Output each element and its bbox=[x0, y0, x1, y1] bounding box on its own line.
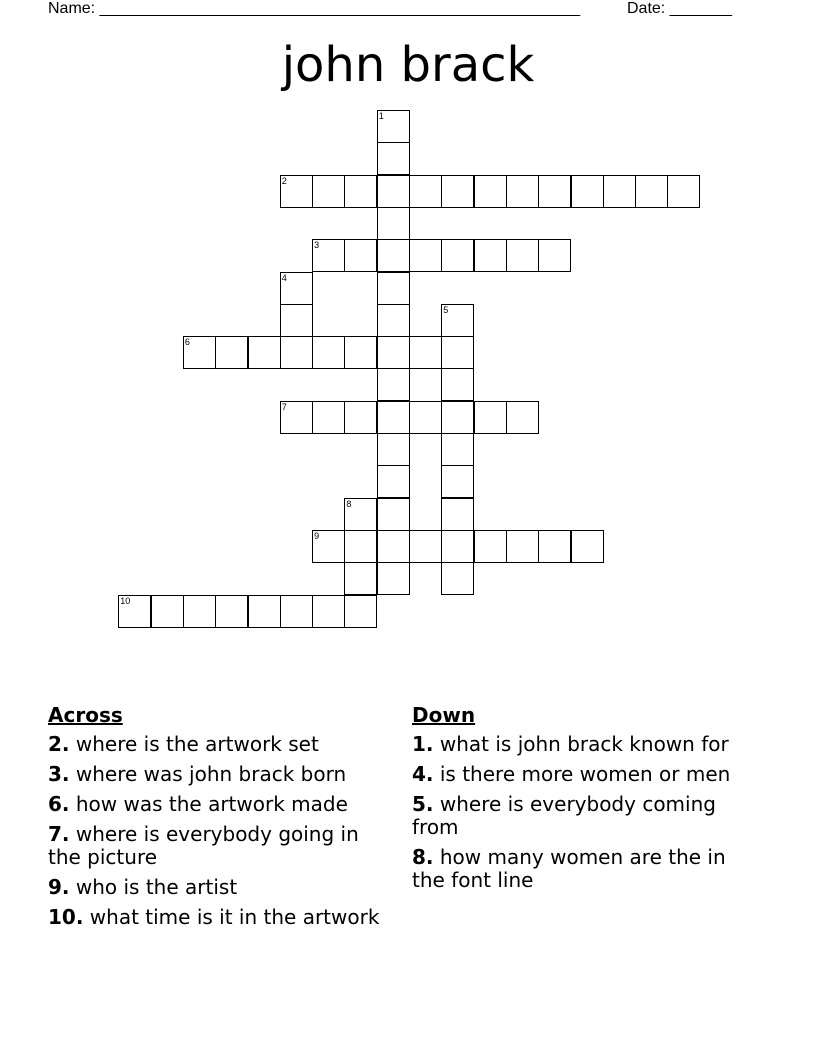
clue-number: 3. bbox=[48, 762, 70, 786]
grid-cell[interactable] bbox=[377, 336, 410, 369]
cell-number: 1 bbox=[378, 111, 384, 121]
across-clue bbox=[48, 823, 383, 869]
grid-cell[interactable] bbox=[280, 595, 313, 628]
grid-cell[interactable] bbox=[312, 336, 345, 369]
grid-cell[interactable] bbox=[441, 433, 474, 466]
grid-cell[interactable] bbox=[441, 465, 474, 498]
grid-cell[interactable] bbox=[344, 175, 377, 208]
grid-cell[interactable] bbox=[474, 239, 507, 272]
grid-cell[interactable] bbox=[377, 175, 410, 208]
grid-cell[interactable] bbox=[377, 304, 410, 337]
across-clue bbox=[48, 906, 383, 929]
across-clues bbox=[48, 703, 383, 936]
cell-number: 2 bbox=[281, 175, 287, 186]
grid-cell[interactable] bbox=[377, 401, 410, 434]
grid-cell[interactable] bbox=[377, 498, 410, 531]
grid-cell[interactable] bbox=[441, 498, 474, 531]
grid-cell[interactable] bbox=[474, 530, 507, 563]
grid-cell[interactable] bbox=[377, 465, 410, 498]
grid-cell[interactable] bbox=[280, 272, 313, 305]
across-clue bbox=[48, 793, 383, 816]
cell-number: 10 bbox=[120, 595, 131, 606]
down-clue bbox=[412, 846, 757, 892]
grid-cell[interactable] bbox=[280, 304, 313, 337]
grid-cell[interactable] bbox=[377, 562, 410, 595]
grid-cell[interactable] bbox=[538, 530, 571, 563]
clue-number: 6. bbox=[48, 792, 70, 816]
grid-cell[interactable] bbox=[571, 175, 604, 208]
clue-number: 9. bbox=[48, 875, 70, 899]
clue-text: how many women are the in the font line bbox=[412, 845, 726, 892]
grid-cell[interactable] bbox=[215, 595, 248, 628]
clue-text: is there more women or men bbox=[439, 762, 731, 786]
grid-cell[interactable] bbox=[344, 498, 377, 531]
across-clue bbox=[48, 733, 383, 756]
clue-text: where is everybody coming from bbox=[412, 792, 716, 839]
grid-cell[interactable] bbox=[441, 239, 474, 272]
grid-cell[interactable] bbox=[344, 401, 377, 434]
grid-cell[interactable] bbox=[377, 272, 410, 305]
clue-text: what is john brack known for bbox=[439, 732, 729, 756]
grid-cell[interactable] bbox=[538, 175, 571, 208]
clue-number: 8. bbox=[412, 845, 434, 869]
grid-cell[interactable] bbox=[183, 336, 216, 369]
cell-number: 3 bbox=[314, 240, 320, 251]
clue-text: where is the artwork set bbox=[75, 732, 319, 756]
grid-cell[interactable] bbox=[377, 110, 410, 143]
grid-cell[interactable] bbox=[344, 562, 377, 595]
grid-cell[interactable] bbox=[312, 530, 345, 563]
down-clue bbox=[412, 793, 757, 839]
grid-cell[interactable] bbox=[344, 595, 377, 628]
grid-cell[interactable] bbox=[667, 175, 700, 208]
puzzle-title: john brack bbox=[281, 37, 535, 93]
grid-cell[interactable] bbox=[312, 595, 345, 628]
clue-number: 10. bbox=[48, 905, 84, 929]
grid-cell[interactable] bbox=[506, 401, 539, 434]
grid-cell[interactable] bbox=[377, 239, 410, 272]
grid-cell[interactable] bbox=[377, 433, 410, 466]
grid-cell[interactable] bbox=[248, 336, 281, 369]
cell-number: 4 bbox=[281, 272, 287, 283]
grid-cell[interactable] bbox=[344, 530, 377, 563]
grid-cell[interactable] bbox=[377, 142, 410, 175]
cell-number: 8 bbox=[346, 498, 352, 509]
grid-cell[interactable] bbox=[377, 530, 410, 563]
grid-cell[interactable] bbox=[538, 239, 571, 272]
across-clue bbox=[48, 876, 383, 899]
grid-cell[interactable] bbox=[312, 175, 345, 208]
grid-cell[interactable] bbox=[377, 207, 410, 240]
grid-cell[interactable] bbox=[215, 336, 248, 369]
cell-number: 9 bbox=[314, 530, 320, 541]
clue-number: 5. bbox=[412, 792, 434, 816]
cell-number: 7 bbox=[281, 401, 287, 412]
grid-cell[interactable] bbox=[441, 304, 474, 337]
clue-number: 1. bbox=[412, 732, 434, 756]
across-heading: Across bbox=[48, 703, 123, 727]
grid-cell[interactable] bbox=[280, 175, 313, 208]
grid-cell[interactable] bbox=[151, 595, 184, 628]
grid-cell[interactable] bbox=[183, 595, 216, 628]
grid-cell[interactable] bbox=[280, 336, 313, 369]
grid-cell[interactable] bbox=[409, 175, 442, 208]
grid-cell[interactable] bbox=[280, 401, 313, 434]
down-heading: Down bbox=[412, 703, 476, 727]
down-clue bbox=[412, 763, 757, 786]
grid-cell[interactable] bbox=[506, 239, 539, 272]
grid-cell[interactable] bbox=[409, 336, 442, 369]
grid-cell[interactable] bbox=[603, 175, 636, 208]
cell-number: 5 bbox=[443, 304, 449, 315]
grid-cell[interactable] bbox=[441, 562, 474, 595]
down-clues bbox=[412, 703, 757, 899]
grid-cell[interactable] bbox=[409, 401, 442, 434]
grid-cell[interactable] bbox=[118, 595, 151, 628]
grid-cell[interactable] bbox=[474, 401, 507, 434]
grid-cell[interactable] bbox=[441, 175, 474, 208]
grid-cell[interactable] bbox=[635, 175, 668, 208]
grid-cell[interactable] bbox=[506, 530, 539, 563]
clue-number: 2. bbox=[48, 732, 70, 756]
down-clue bbox=[412, 733, 757, 756]
grid-cell[interactable] bbox=[344, 336, 377, 369]
grid-cell[interactable] bbox=[441, 336, 474, 369]
grid-cell[interactable] bbox=[474, 175, 507, 208]
name-line: Name: ______________________________________________________ bbox=[48, 0, 581, 17]
across-clue bbox=[48, 763, 383, 786]
clue-text: who is the artist bbox=[75, 875, 238, 899]
clue-number: 4. bbox=[412, 762, 434, 786]
grid-cell[interactable] bbox=[441, 401, 474, 434]
clue-text: how was the artwork made bbox=[75, 792, 348, 816]
grid-cell[interactable] bbox=[441, 530, 474, 563]
clue-text: where was john brack born bbox=[75, 762, 347, 786]
date-line: Date: _______ bbox=[627, 0, 732, 17]
grid-cell[interactable] bbox=[571, 530, 604, 563]
cell-number: 6 bbox=[184, 337, 190, 348]
clue-number: 7. bbox=[48, 822, 70, 846]
grid-cell[interactable] bbox=[409, 239, 442, 272]
grid-cell[interactable] bbox=[409, 530, 442, 563]
clue-text: where is everybody going in the picture bbox=[48, 822, 359, 869]
clue-text: what time is it in the artwork bbox=[89, 905, 380, 929]
grid-cell[interactable] bbox=[312, 239, 345, 272]
grid-cell[interactable] bbox=[377, 368, 410, 401]
grid-cell[interactable] bbox=[506, 175, 539, 208]
grid-cell[interactable] bbox=[312, 401, 345, 434]
grid-cell[interactable] bbox=[248, 595, 281, 628]
grid-cell[interactable] bbox=[344, 239, 377, 272]
grid-cell[interactable] bbox=[441, 368, 474, 401]
